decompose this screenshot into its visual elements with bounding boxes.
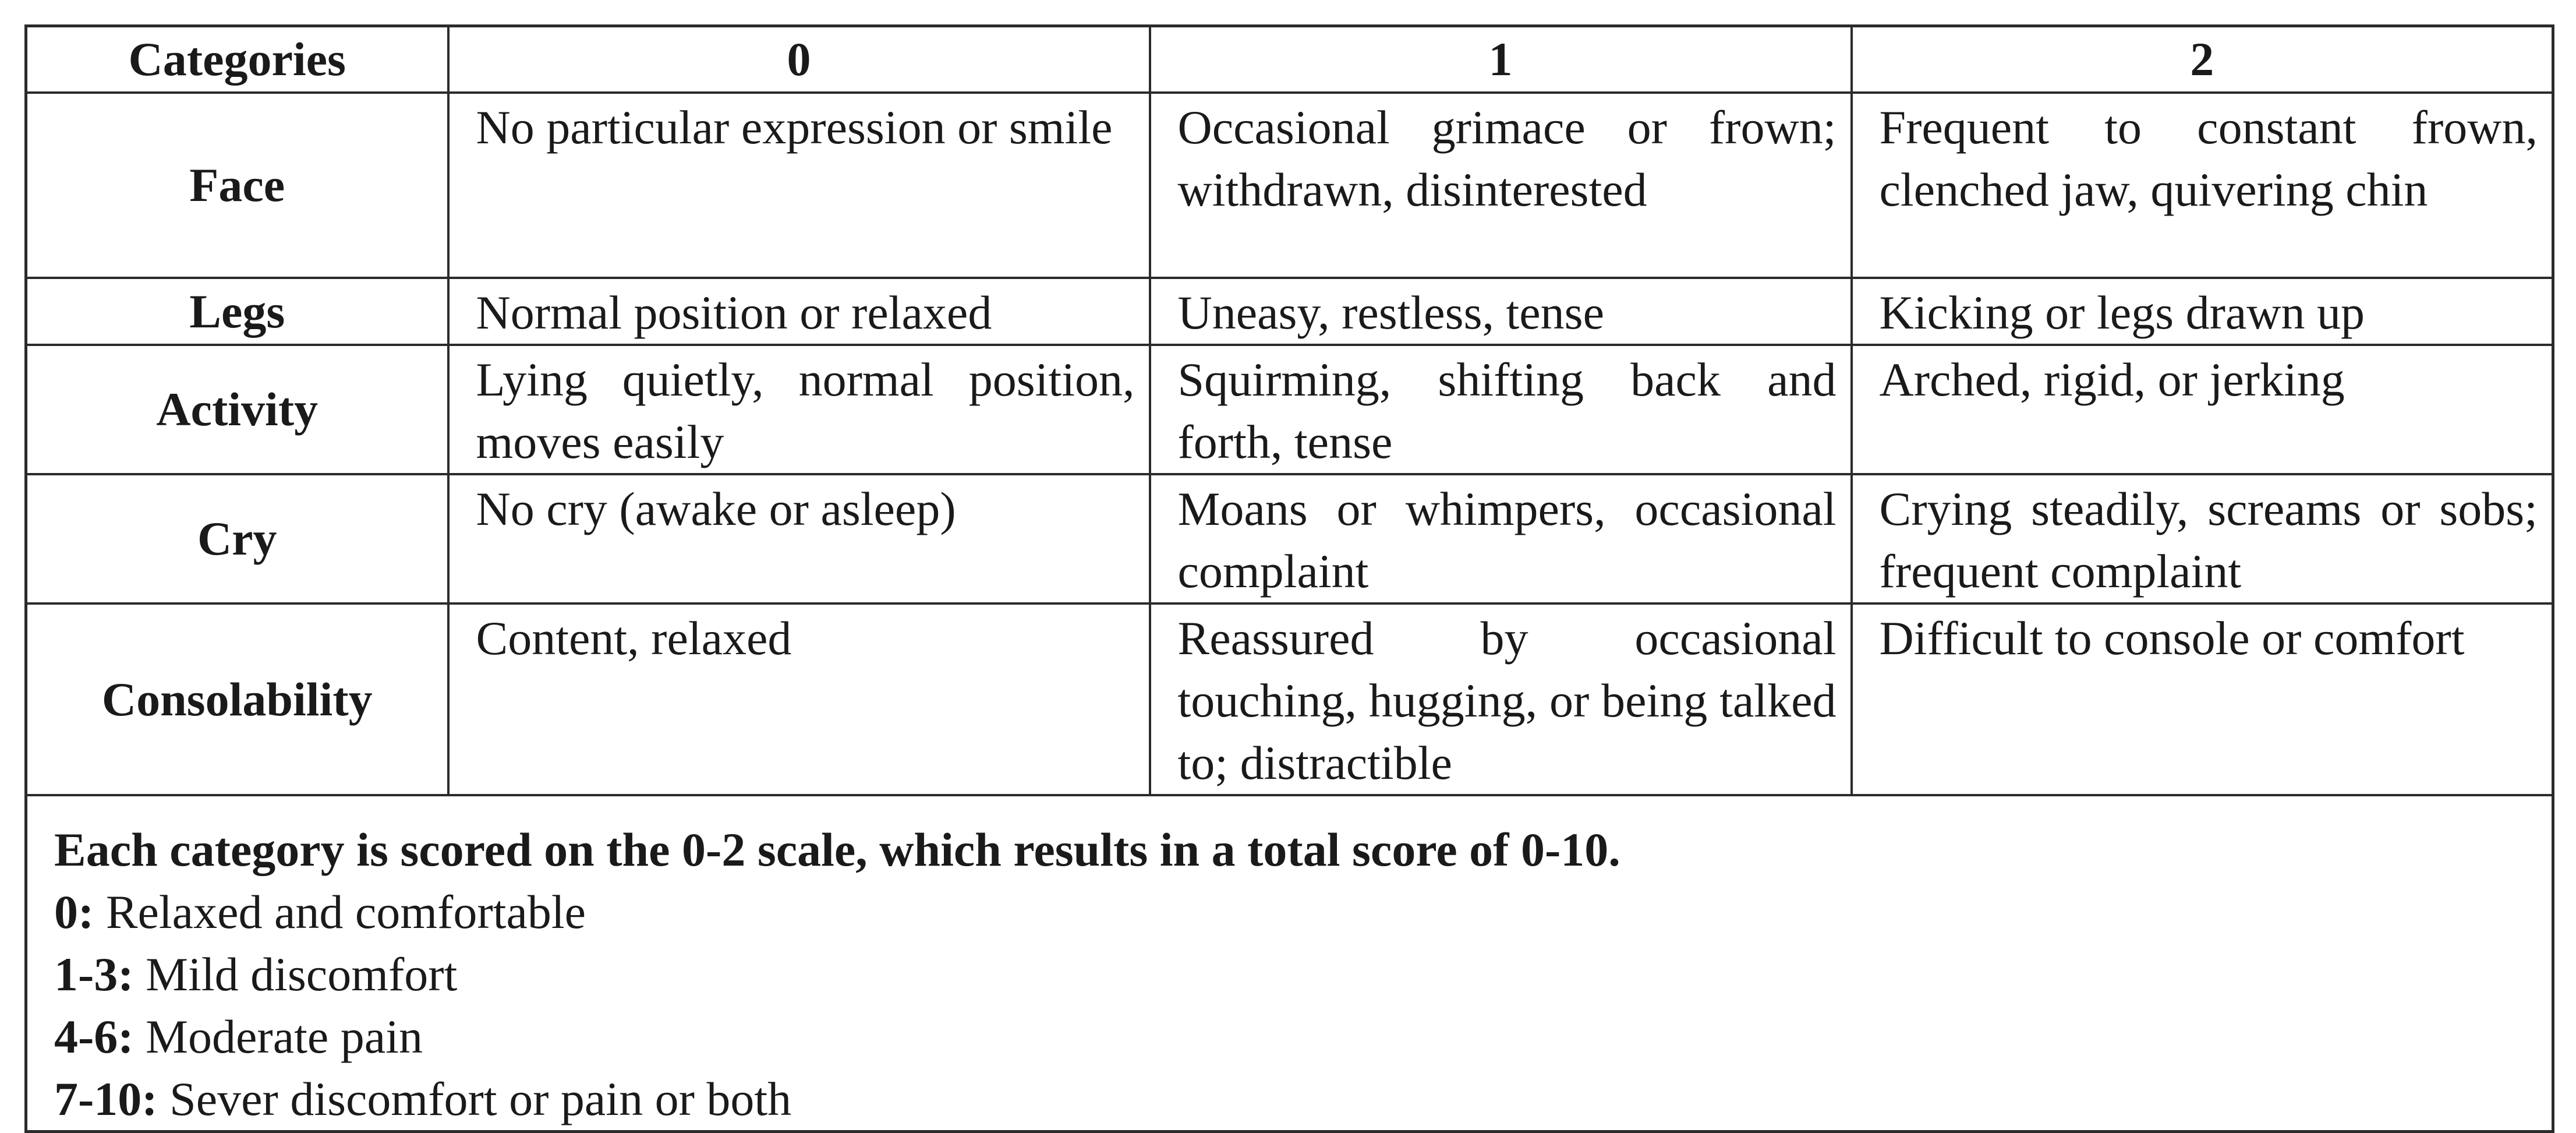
category-label: Cry	[26, 474, 448, 603]
header-score-1: 1	[1150, 26, 1852, 93]
legend-range: 0:	[54, 885, 94, 938]
score-1-description: Reassured by occasional touching, hugging, or being talked to; distractible	[1150, 603, 1852, 795]
header-row	[26, 26, 2553, 93]
legend-text: Relaxed and comfortable	[105, 885, 586, 938]
legend-item	[54, 1068, 2552, 1130]
score-0-description: Content, relaxed	[448, 603, 1150, 795]
score-0-description: Normal position or relaxed	[448, 278, 1150, 345]
legend-range: 1-3:	[54, 948, 134, 1001]
flacc-pain-scale-table	[24, 24, 2554, 1133]
score-0-description: No cry (awake or asleep)	[448, 474, 1150, 603]
legend-row	[26, 795, 2553, 1132]
legend-item	[54, 881, 2552, 943]
score-1-description: Squirming, shifting back and forth, tense	[1150, 345, 1852, 474]
table-row-cry	[26, 474, 2553, 603]
legend-text: Moderate pain	[146, 1010, 423, 1063]
scoring-legend	[26, 795, 2553, 1132]
legend-item	[54, 1005, 2552, 1068]
table-row-legs	[26, 278, 2553, 345]
legend-text: Sever discomfort or pain or both	[169, 1072, 792, 1125]
category-label: Consolability	[26, 603, 448, 795]
score-1-description: Moans or whimpers, occasional complaint	[1150, 474, 1852, 603]
score-2-description: Crying steadily, screams or sobs; frequent complaint	[1852, 474, 2553, 603]
score-2-description: Frequent to constant frown, clenched jaw, quivering chin	[1852, 93, 2553, 278]
header-score-0: 0	[448, 26, 1150, 93]
legend-item	[54, 943, 2552, 1005]
header-score-2: 2	[1852, 26, 2553, 93]
score-2-description: Arched, rigid, or jerking	[1852, 345, 2553, 474]
score-1-description: Uneasy, restless, tense	[1150, 278, 1852, 345]
score-2-description: Difficult to console or comfort	[1852, 603, 2553, 795]
table-row-consolability	[26, 603, 2553, 795]
header-categories: Categories	[26, 26, 448, 93]
category-label: Activity	[26, 345, 448, 474]
score-0-description: No particular expression or smile	[448, 93, 1150, 278]
legend-range: 4-6:	[54, 1010, 134, 1063]
legend-heading: Each category is scored on the 0-2 scale, which results in a total score of 0-10.	[54, 823, 1620, 876]
table-row-activity	[26, 345, 2553, 474]
category-label: Face	[26, 93, 448, 278]
category-label: Legs	[26, 278, 448, 345]
legend-text: Mild discomfort	[146, 948, 458, 1001]
score-1-description: Occasional grimace or frown; withdrawn, disinterested	[1150, 93, 1852, 278]
score-2-description: Kicking or legs drawn up	[1852, 278, 2553, 345]
table-row-face	[26, 93, 2553, 278]
score-0-description: Lying quietly, normal position, moves easily	[448, 345, 1150, 474]
legend-range: 7-10:	[54, 1072, 158, 1125]
